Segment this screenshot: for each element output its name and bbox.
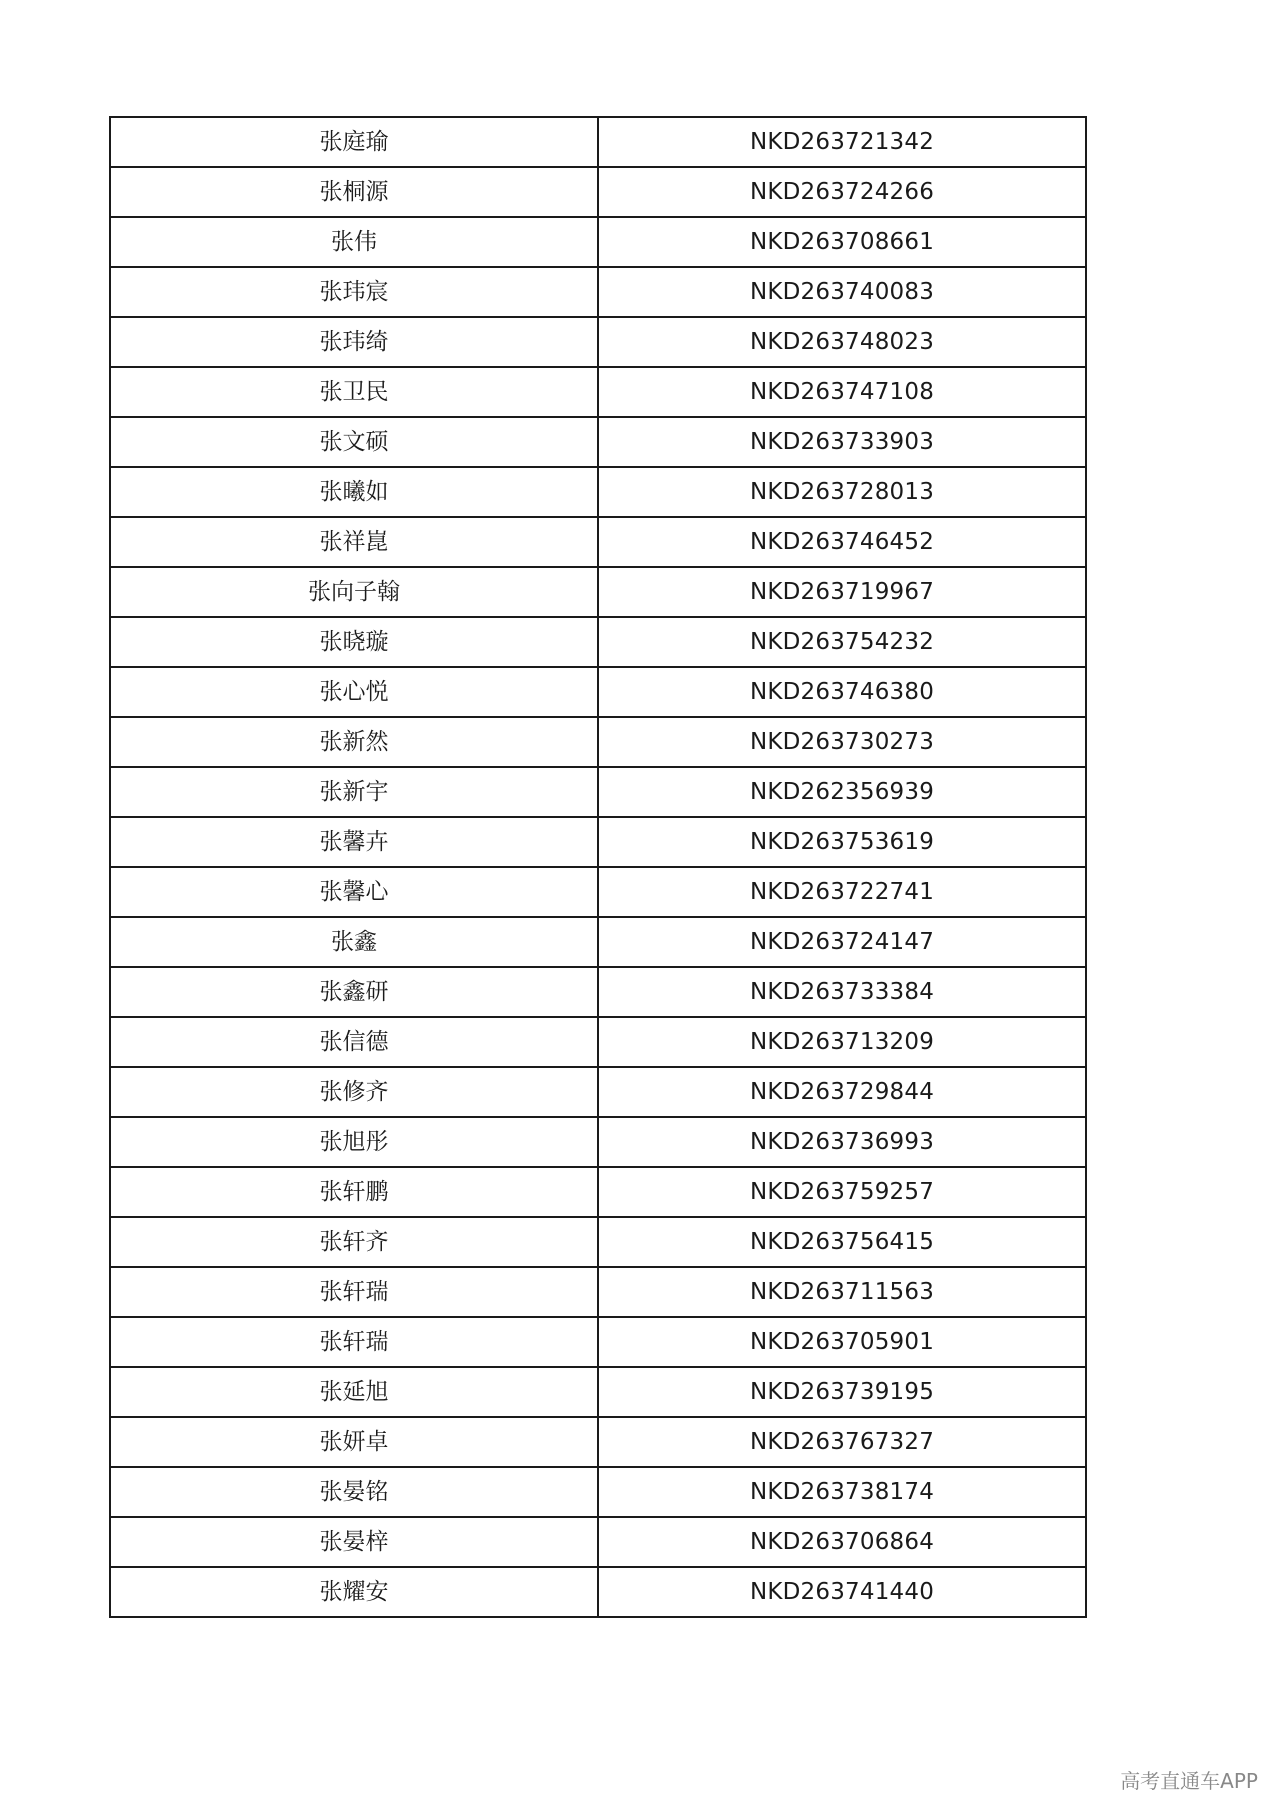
table-row	[110, 1417, 1086, 1467]
name-cell: 张庭瑜	[110, 117, 598, 167]
name-cell: 张文硕	[110, 417, 598, 467]
name-cell: 张新然	[110, 717, 598, 767]
id-cell: NKD263730273	[598, 717, 1086, 767]
id-cell: NKD263722741	[598, 867, 1086, 917]
name-cell: 张玮宸	[110, 267, 598, 317]
table-row	[110, 317, 1086, 367]
name-cell: 张修齐	[110, 1067, 598, 1117]
table-row	[110, 817, 1086, 867]
table-row	[110, 1067, 1086, 1117]
name-cell: 张馨卉	[110, 817, 598, 867]
table-row	[110, 767, 1086, 817]
table-row	[110, 1517, 1086, 1567]
id-cell: NKD263721342	[598, 117, 1086, 167]
table-row	[110, 1317, 1086, 1367]
name-cell: 张心悦	[110, 667, 598, 717]
id-cell: NKD263724266	[598, 167, 1086, 217]
id-cell: NKD263729844	[598, 1067, 1086, 1117]
table-row	[110, 1267, 1086, 1317]
id-cell: NKD263759257	[598, 1167, 1086, 1217]
name-cell: 张旭彤	[110, 1117, 598, 1167]
id-cell: NKD263753619	[598, 817, 1086, 867]
id-cell: NKD263739195	[598, 1367, 1086, 1417]
id-cell: NKD263747108	[598, 367, 1086, 417]
id-cell: NKD263748023	[598, 317, 1086, 367]
name-cell: 张晏铭	[110, 1467, 598, 1517]
name-cell: 张轩瑞	[110, 1317, 598, 1367]
id-cell: NKD263741440	[598, 1567, 1086, 1617]
id-cell: NKD263746380	[598, 667, 1086, 717]
name-cell: 张晓璇	[110, 617, 598, 667]
id-cell: NKD263736993	[598, 1117, 1086, 1167]
table-row	[110, 617, 1086, 667]
table-row	[110, 567, 1086, 617]
roster-table-body	[110, 117, 1086, 1617]
name-cell: 张伟	[110, 217, 598, 267]
id-cell: NKD263756415	[598, 1217, 1086, 1267]
name-cell: 张玮绮	[110, 317, 598, 367]
table-row	[110, 267, 1086, 317]
name-cell: 张鑫研	[110, 967, 598, 1017]
id-cell: NKD263733384	[598, 967, 1086, 1017]
name-cell: 张祥崑	[110, 517, 598, 567]
id-cell: NKD263706864	[598, 1517, 1086, 1567]
id-cell: NKD263719967	[598, 567, 1086, 617]
table-row	[110, 917, 1086, 967]
name-cell: 张卫民	[110, 367, 598, 417]
table-row	[110, 1467, 1086, 1517]
name-cell: 张晏梓	[110, 1517, 598, 1567]
roster-table	[109, 116, 1087, 1618]
table-row	[110, 167, 1086, 217]
name-cell: 张向子翰	[110, 567, 598, 617]
table-row	[110, 867, 1086, 917]
name-cell: 张轩鹏	[110, 1167, 598, 1217]
table-row	[110, 367, 1086, 417]
watermark: 高考直通车APP	[1120, 1769, 1258, 1793]
id-cell: NKD263754232	[598, 617, 1086, 667]
table-row	[110, 117, 1086, 167]
name-cell: 张桐源	[110, 167, 598, 217]
table-row	[110, 467, 1086, 517]
table-row	[110, 517, 1086, 567]
name-cell: 张轩齐	[110, 1217, 598, 1267]
id-cell: NKD263738174	[598, 1467, 1086, 1517]
name-cell: 张新宇	[110, 767, 598, 817]
name-cell: 张鑫	[110, 917, 598, 967]
name-cell: 张妍卓	[110, 1417, 598, 1467]
id-cell: NKD263767327	[598, 1417, 1086, 1467]
table-row	[110, 217, 1086, 267]
name-cell: 张耀安	[110, 1567, 598, 1617]
id-cell: NKD263711563	[598, 1267, 1086, 1317]
table-row	[110, 1167, 1086, 1217]
id-cell: NKD263724147	[598, 917, 1086, 967]
table-row	[110, 417, 1086, 467]
id-cell: NKD263713209	[598, 1017, 1086, 1067]
table-row	[110, 967, 1086, 1017]
name-cell: 张馨心	[110, 867, 598, 917]
table-row	[110, 1117, 1086, 1167]
id-cell: NKD263746452	[598, 517, 1086, 567]
name-cell: 张延旭	[110, 1367, 598, 1417]
name-cell: 张曦如	[110, 467, 598, 517]
name-cell: 张轩瑞	[110, 1267, 598, 1317]
table-row	[110, 1567, 1086, 1617]
table-row	[110, 717, 1086, 767]
id-cell: NKD263733903	[598, 417, 1086, 467]
name-cell: 张信德	[110, 1017, 598, 1067]
table-row	[110, 1367, 1086, 1417]
id-cell: NKD262356939	[598, 767, 1086, 817]
table-row	[110, 1017, 1086, 1067]
id-cell: NKD263708661	[598, 217, 1086, 267]
table-row	[110, 667, 1086, 717]
table-row	[110, 1217, 1086, 1267]
id-cell: NKD263740083	[598, 267, 1086, 317]
id-cell: NKD263728013	[598, 467, 1086, 517]
id-cell: NKD263705901	[598, 1317, 1086, 1367]
